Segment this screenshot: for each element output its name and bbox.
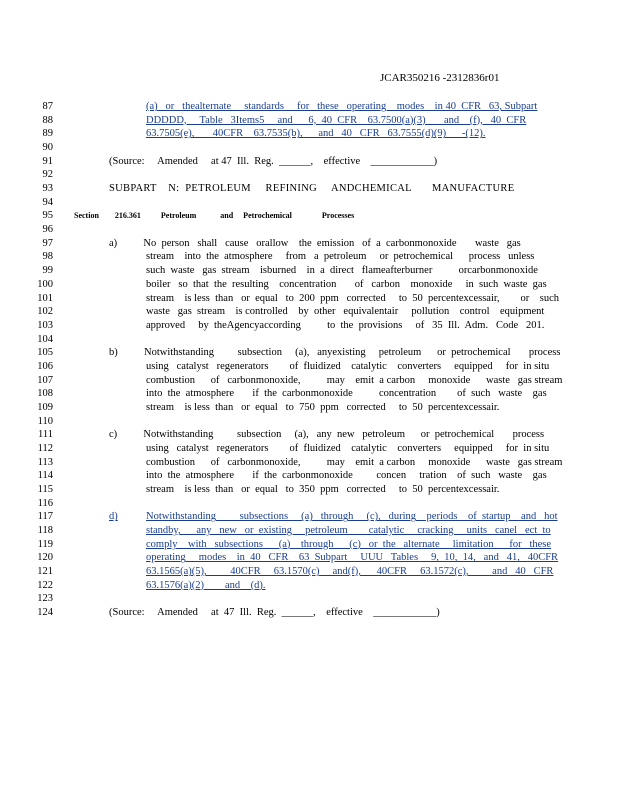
document-line xyxy=(0,114,618,128)
document-line xyxy=(0,428,618,442)
document-line xyxy=(0,469,618,483)
line-number: 122 xyxy=(37,579,53,591)
document-line xyxy=(0,127,618,141)
document-line xyxy=(0,250,618,264)
document-line xyxy=(0,333,618,347)
amended-text: 63.1576(a)(2) and (d). xyxy=(146,579,266,591)
document-line xyxy=(0,401,618,415)
document-line xyxy=(0,141,618,155)
line-number: 112 xyxy=(37,443,53,454)
document-line xyxy=(0,319,618,333)
document-line xyxy=(0,209,618,223)
line-number: 117 xyxy=(37,511,53,523)
document-line xyxy=(0,579,618,593)
document-line xyxy=(0,565,618,579)
line-text: approved by theAgencyaccording to the provisions of 35 Ill. Adm. Code 201. xyxy=(146,319,545,331)
line-text: boiler so that the resulting concentration of carbon monoxide in such waste gas xyxy=(146,278,547,290)
line-text: stream is less than or equal to 750 ppm corrected to 50 percentexcessair. xyxy=(146,401,500,413)
document-line xyxy=(0,387,618,401)
line-text: into the atmosphere if the carbonmonoxide concentration of such waste gas xyxy=(146,388,547,400)
line-text: stream is less than or equal to 200 ppm corrected to 50 percentexcessair, or such xyxy=(146,292,560,304)
line-number: 94 xyxy=(42,196,53,208)
document-line xyxy=(0,155,618,169)
line-text: a) No person shall cause orallow the emission of a carbonmonoxide waste gas xyxy=(109,237,521,249)
line-text: stream is less than or equal to 350 ppm corrected to 50 percentexcessair. xyxy=(146,484,500,496)
document-line xyxy=(0,510,618,524)
line-number: 121 xyxy=(37,566,53,578)
line-text: (Source: Amended at 47 Ill. Reg. ______, effective ____________) xyxy=(109,155,438,167)
line-number: 115 xyxy=(37,484,53,496)
document-line xyxy=(0,592,618,606)
document-line xyxy=(0,442,618,456)
line-number: 114 xyxy=(37,470,53,482)
line-text: using catalyst regenerators of fluidized catalytic converters equipped for in situ xyxy=(146,360,550,372)
amended-text: 63.1565(a)(5), 40CFR 63.1570(c) and(f), 40CFR 63.1572(c), and 40 CFR xyxy=(146,566,554,578)
line-number: 99 xyxy=(42,265,53,277)
line-number: 124 xyxy=(37,607,53,619)
line-number: 119 xyxy=(37,538,53,550)
line-text: combustion of carbonmonoxide, may emit a carbon monoxide waste gas stream xyxy=(146,374,563,386)
document-line xyxy=(0,606,618,620)
document-line xyxy=(0,538,618,552)
line-number: 96 xyxy=(42,224,53,236)
amended-text: standby, any new or existing petroleum catalytic cracking units canel ect to xyxy=(146,525,551,537)
line-number: 116 xyxy=(37,497,53,509)
line-number: 108 xyxy=(37,388,53,400)
document-line xyxy=(0,524,618,538)
line-number: 113 xyxy=(37,456,53,468)
document-line xyxy=(0,264,618,278)
line-text: Section 216.361 Petroleum and Petrochemical Processes xyxy=(74,211,355,221)
document-line xyxy=(0,237,618,251)
line-text: stream into the atmosphere from a petroleum or petrochemical process unless xyxy=(146,251,535,263)
document-header-id: JCAR350216 -2312836r01 xyxy=(380,72,500,84)
amended-text: operating modes in 40 CFR 63 Subpart UUU Tables 9, 10, 14, and 41, 40CFR xyxy=(146,552,559,564)
line-number: 106 xyxy=(37,360,53,372)
document-line xyxy=(0,456,618,470)
line-text: such waste gas stream isburned in a direct flameafterburner orcarbonmonoxide xyxy=(146,265,538,277)
line-number: 91 xyxy=(42,155,53,167)
line-text: (Source: Amended at 47 Ill. Reg. ______, effective ____________) xyxy=(109,607,440,619)
line-number: 90 xyxy=(42,142,53,154)
line-number: 92 xyxy=(42,169,53,181)
document-line xyxy=(0,497,618,511)
line-number: 110 xyxy=(37,415,53,427)
amended-text: (a) or thealternate standards for these operating modes in 40 CFR 63, Subpart xyxy=(146,101,538,112)
amended-text: comply with subsections (a) through (c) or the alternate limitation for these xyxy=(146,538,552,550)
line-number: 89 xyxy=(42,128,53,140)
line-number: 109 xyxy=(37,401,53,413)
line-text: b) Notwithstanding subsection (a), anyexisting petroleum or petrochemical process xyxy=(109,347,561,359)
line-text: using catalyst regenerators of fluidized catalytic converters equipped for in situ xyxy=(146,443,550,454)
line-text: into the atmosphere if the carbonmonoxide concen tration of such waste gas xyxy=(146,470,547,482)
line-text: c) Notwithstanding subsection (a), any new petroleum or petrochemical process xyxy=(109,429,545,441)
line-number: 101 xyxy=(37,292,53,304)
line-number: 100 xyxy=(37,278,53,290)
line-number: 93 xyxy=(42,183,53,195)
line-number: 87 xyxy=(42,101,53,112)
amended-text: Notwithstanding subsections (a) through (c), during periods of startup and hot xyxy=(146,511,558,523)
line-number: 97 xyxy=(42,237,53,249)
line-number: 123 xyxy=(37,593,53,605)
line-text: SUBPART N: PETROLEUM REFINING ANDCHEMICAL MANUFACTURE xyxy=(109,183,515,195)
document-line xyxy=(0,360,618,374)
line-number: 105 xyxy=(37,347,53,359)
line-number: 95 xyxy=(42,210,53,222)
line-number: 107 xyxy=(37,374,53,386)
document-line xyxy=(0,305,618,319)
document-line xyxy=(0,483,618,497)
line-number: 98 xyxy=(42,251,53,263)
line-text: waste gas stream is controlled by other equivalentair pollution control equipment xyxy=(146,306,545,318)
document-line xyxy=(0,415,618,429)
line-number: 111 xyxy=(38,429,53,441)
document-line xyxy=(0,551,618,565)
line-number: 102 xyxy=(37,306,53,318)
amended-text: 63.7505(e), 40CFR 63.7535(b), and 40 CFR 63.7555(d)(9) -(12). xyxy=(146,128,486,140)
document-line xyxy=(0,374,618,388)
line-number: 120 xyxy=(37,552,53,564)
line-number: 88 xyxy=(42,114,53,126)
document-line xyxy=(0,168,618,182)
document-line xyxy=(0,100,618,114)
line-text: combustion of carbonmonoxide, may emit a carbon monoxide waste gas stream xyxy=(146,456,563,468)
document-line xyxy=(0,346,618,360)
line-number: 103 xyxy=(37,319,53,331)
document-line xyxy=(0,223,618,237)
document-line xyxy=(0,292,618,306)
line-number: 118 xyxy=(37,525,53,537)
line-number: 104 xyxy=(37,333,53,345)
document-line xyxy=(0,182,618,196)
document-line xyxy=(0,196,618,210)
amended-text: d) xyxy=(109,511,118,523)
document-line xyxy=(0,278,618,292)
amended-text: DDDDD, Table 3Items5 and 6, 40 CFR 63.7500(a)(3) and (f), 40 CFR xyxy=(146,114,527,126)
